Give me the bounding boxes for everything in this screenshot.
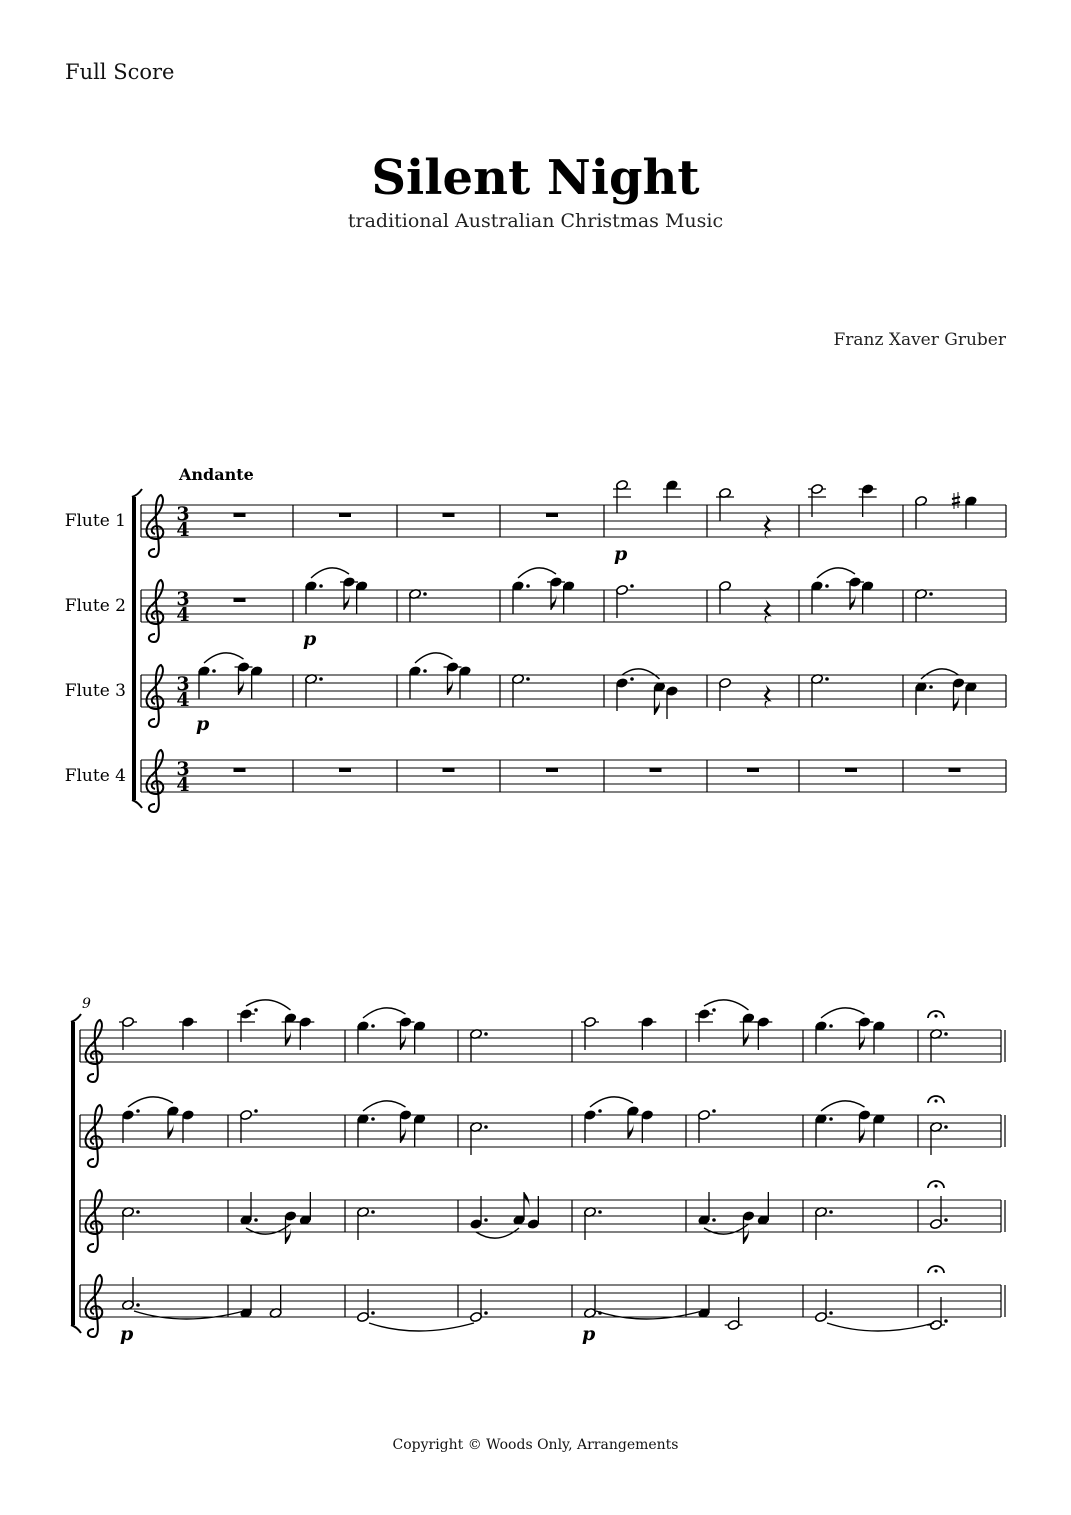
slur xyxy=(821,1101,865,1111)
tempo-marking: Andante xyxy=(179,465,254,484)
notehead xyxy=(584,1206,597,1217)
notehead xyxy=(413,1020,426,1031)
whole-rest xyxy=(546,768,558,772)
instrument-name: Flute 3 xyxy=(64,681,126,701)
tie xyxy=(596,1311,702,1319)
fermata-dot xyxy=(934,1269,937,1272)
notehead xyxy=(849,576,862,587)
augmentation-dot xyxy=(526,584,530,588)
instrument-name: Flute 2 xyxy=(64,596,126,616)
notehead xyxy=(527,1218,540,1229)
slur xyxy=(246,1000,291,1010)
slur xyxy=(704,1224,749,1234)
notehead xyxy=(122,1299,135,1310)
eighth-flag xyxy=(655,699,660,715)
copyright-notice: Copyright © Woods Only, Arrangements xyxy=(392,1437,679,1453)
augmentation-dot xyxy=(371,1210,375,1214)
notehead xyxy=(698,1109,711,1120)
notehead xyxy=(915,588,928,599)
notehead xyxy=(858,1109,871,1120)
notehead xyxy=(562,580,575,591)
notehead xyxy=(167,1105,180,1116)
augmentation-dot xyxy=(484,1125,488,1129)
notehead xyxy=(815,1206,828,1217)
augmentation-dot xyxy=(829,1024,833,1028)
sharp-sign xyxy=(952,502,960,504)
notehead xyxy=(343,576,356,587)
notehead xyxy=(873,1020,886,1031)
treble-clef-path xyxy=(86,1275,103,1337)
augmentation-dot xyxy=(254,1109,258,1113)
augmentation-dot xyxy=(136,1303,140,1307)
augmentation-dot xyxy=(526,677,530,681)
treble-clef-path xyxy=(147,495,164,557)
slur xyxy=(311,568,349,578)
whole-rest xyxy=(234,598,246,602)
augmentation-dot xyxy=(829,1117,833,1121)
eighth-flag xyxy=(524,1192,529,1208)
treble-clef-path xyxy=(147,750,164,812)
eighth-flag xyxy=(744,1030,749,1046)
augmentation-dot xyxy=(371,1024,375,1028)
slur xyxy=(921,669,959,679)
augmentation-dot xyxy=(371,1117,375,1121)
bracket-hook xyxy=(71,1014,81,1022)
treble-clef xyxy=(86,1105,103,1167)
notehead xyxy=(616,677,629,688)
notehead xyxy=(811,483,824,494)
notehead xyxy=(861,483,874,494)
notehead xyxy=(399,1016,412,1027)
notehead xyxy=(284,1210,297,1221)
quarter-rest xyxy=(764,515,772,539)
augmentation-dot xyxy=(944,1125,948,1129)
notehead xyxy=(198,665,211,676)
notehead xyxy=(470,1121,483,1132)
augmentation-dot xyxy=(929,592,933,596)
augmentation-dot xyxy=(136,1210,140,1214)
augmentation-dot xyxy=(212,669,216,673)
augmentation-dot xyxy=(944,1319,948,1323)
treble-clef xyxy=(86,1190,103,1252)
eighth-flag xyxy=(286,1030,291,1046)
eighth-flag xyxy=(860,1127,865,1143)
notehead xyxy=(357,1206,370,1217)
eighth-flag xyxy=(344,594,349,610)
fermata xyxy=(928,1266,944,1273)
treble-clef-path xyxy=(86,1020,103,1082)
slur xyxy=(590,1097,633,1107)
eighth-flag xyxy=(448,679,453,695)
notehead xyxy=(512,580,525,591)
notehead xyxy=(305,580,318,591)
eighth-flag xyxy=(286,1228,291,1244)
whole-rest xyxy=(234,513,246,517)
instrument-name: Flute 4 xyxy=(64,766,126,786)
bracket-hook xyxy=(132,489,142,497)
notehead xyxy=(641,1016,654,1027)
slur xyxy=(363,1008,406,1018)
notehead xyxy=(811,580,824,591)
notehead xyxy=(470,1311,483,1322)
notehead xyxy=(616,479,629,490)
treble-clef xyxy=(86,1020,103,1082)
dynamic-marking: p xyxy=(582,1323,596,1345)
slur xyxy=(476,1228,519,1238)
augmentation-dot xyxy=(630,584,634,588)
notehead xyxy=(513,1214,526,1225)
notehead xyxy=(357,1311,370,1322)
notehead xyxy=(930,1121,943,1132)
notehead xyxy=(742,1210,755,1221)
notehead xyxy=(930,1028,943,1039)
notehead xyxy=(653,681,666,692)
augmentation-dot xyxy=(929,685,933,689)
notehead xyxy=(641,1109,654,1120)
slur xyxy=(817,568,855,578)
notehead xyxy=(811,673,824,684)
notehead xyxy=(965,495,978,506)
fermata-dot xyxy=(934,1014,937,1017)
notehead xyxy=(815,1020,828,1031)
fermata xyxy=(928,1011,944,1018)
slur xyxy=(128,1097,173,1107)
notehead xyxy=(666,685,679,696)
notehead xyxy=(719,487,732,498)
composer-name: Franz Xaver Gruber xyxy=(833,330,1006,350)
notehead xyxy=(240,1109,253,1120)
notehead xyxy=(915,495,928,506)
augmentation-dot xyxy=(825,677,829,681)
notehead xyxy=(409,588,422,599)
treble-clef-path xyxy=(147,580,164,642)
notehead xyxy=(757,1016,770,1027)
whole-rest xyxy=(443,513,455,517)
notehead xyxy=(299,1214,312,1225)
notehead xyxy=(584,1016,597,1027)
time-signature-beats: 3 xyxy=(176,588,190,610)
notehead xyxy=(446,661,459,672)
augmentation-dot xyxy=(829,1210,833,1214)
notehead xyxy=(742,1012,755,1023)
treble-clef xyxy=(147,580,164,642)
eighth-flag xyxy=(628,1123,633,1139)
time-signature-beat-type: 4 xyxy=(176,604,190,626)
quarter-rest xyxy=(764,685,772,709)
augmentation-dot xyxy=(136,1109,140,1113)
notehead xyxy=(122,1206,135,1217)
tie xyxy=(827,1323,934,1331)
notehead xyxy=(627,1105,640,1116)
treble-clef-path xyxy=(86,1190,103,1252)
notehead xyxy=(698,1214,711,1225)
time-signature-beat-type: 4 xyxy=(176,689,190,711)
notehead xyxy=(182,1109,195,1120)
notehead xyxy=(757,1214,770,1225)
slur xyxy=(415,653,453,663)
augmentation-dot xyxy=(423,669,427,673)
augmentation-dot xyxy=(712,1008,716,1012)
notehead xyxy=(719,580,732,591)
notehead xyxy=(858,1016,871,1027)
augmentation-dot xyxy=(319,677,323,681)
slur xyxy=(704,1000,749,1010)
time-signature-beat-type: 4 xyxy=(176,519,190,541)
treble-clef xyxy=(86,1275,103,1337)
eighth-flag xyxy=(551,594,556,610)
piece-subtitle: traditional Australian Christmas Music xyxy=(347,210,724,232)
eighth-flag xyxy=(239,679,244,695)
treble-clef xyxy=(147,495,164,557)
notehead xyxy=(240,1008,253,1019)
notehead xyxy=(698,1307,711,1318)
notehead xyxy=(240,1214,253,1225)
whole-rest xyxy=(339,513,351,517)
eighth-flag xyxy=(954,695,959,711)
dynamic-marking: p xyxy=(196,713,210,735)
treble-clef xyxy=(147,750,164,812)
whole-rest xyxy=(949,768,961,772)
time-signature-beat-type: 4 xyxy=(176,774,190,796)
sharp-sign xyxy=(952,497,960,499)
augmentation-dot xyxy=(484,1218,488,1222)
tie xyxy=(369,1323,474,1331)
notehead xyxy=(284,1012,297,1023)
bracket-hook xyxy=(71,1325,81,1333)
notehead xyxy=(698,1008,711,1019)
slur xyxy=(518,568,556,578)
notehead xyxy=(666,479,679,490)
augmentation-dot xyxy=(598,1210,602,1214)
augmentation-dot xyxy=(630,677,634,681)
notehead xyxy=(182,1016,195,1027)
notehead xyxy=(952,677,965,688)
notehead xyxy=(122,1016,135,1027)
eighth-flag xyxy=(860,1034,865,1050)
notehead xyxy=(237,661,250,672)
instrument-name: Flute 1 xyxy=(64,511,126,531)
eighth-flag xyxy=(850,594,855,610)
whole-rest xyxy=(339,768,351,772)
fermata-dot xyxy=(934,1184,937,1187)
notehead xyxy=(299,1016,312,1027)
slur xyxy=(363,1101,406,1111)
augmentation-dot xyxy=(825,584,829,588)
eighth-flag xyxy=(168,1123,173,1139)
augmentation-dot xyxy=(484,1032,488,1036)
whole-rest xyxy=(443,768,455,772)
quarter-rest xyxy=(764,600,772,624)
augmentation-dot xyxy=(712,1109,716,1113)
time-signature-beats: 3 xyxy=(176,758,190,780)
fermata xyxy=(928,1181,944,1188)
notehead xyxy=(355,580,368,591)
eighth-flag xyxy=(401,1034,406,1050)
notehead xyxy=(305,673,318,684)
augmentation-dot xyxy=(712,1218,716,1222)
augmentation-dot xyxy=(484,1311,488,1315)
notehead xyxy=(930,1218,943,1229)
dynamic-marking: p xyxy=(614,543,628,565)
notehead xyxy=(269,1307,282,1318)
augmentation-dot xyxy=(829,1311,833,1315)
eighth-flag xyxy=(744,1228,749,1244)
augmentation-dot xyxy=(423,592,427,596)
notehead xyxy=(584,1307,597,1318)
notehead xyxy=(915,681,928,692)
time-signature-beats: 3 xyxy=(176,673,190,695)
dynamic-marking: p xyxy=(120,1323,134,1345)
notehead xyxy=(616,584,629,595)
notehead xyxy=(815,1311,828,1322)
treble-clef-path xyxy=(86,1105,103,1167)
full-score-label: Full Score xyxy=(65,60,175,84)
whole-rest xyxy=(747,768,759,772)
notehead xyxy=(470,1218,483,1229)
bracket-hook xyxy=(132,800,142,808)
fermata xyxy=(928,1096,944,1103)
whole-rest xyxy=(845,768,857,772)
augmentation-dot xyxy=(254,1218,258,1222)
notehead xyxy=(413,1113,426,1124)
notehead xyxy=(122,1109,135,1120)
notehead xyxy=(815,1113,828,1124)
eighth-flag xyxy=(401,1127,406,1143)
notehead xyxy=(727,1319,740,1330)
piece-title: Silent Night xyxy=(371,150,700,206)
notehead xyxy=(930,1319,943,1330)
augmentation-dot xyxy=(319,584,323,588)
notehead xyxy=(512,673,525,684)
fermata-dot xyxy=(934,1099,937,1102)
notehead xyxy=(719,677,732,688)
augmentation-dot xyxy=(598,1109,602,1113)
augmentation-dot xyxy=(944,1218,948,1222)
augmentation-dot xyxy=(371,1311,375,1315)
dynamic-marking: p xyxy=(303,628,317,650)
notehead xyxy=(550,576,563,587)
augmentation-dot xyxy=(944,1032,948,1036)
notehead xyxy=(357,1020,370,1031)
notehead xyxy=(250,665,263,676)
notehead xyxy=(399,1109,412,1120)
treble-clef-path xyxy=(147,665,164,727)
slur xyxy=(821,1008,865,1018)
treble-clef xyxy=(147,665,164,727)
notehead xyxy=(240,1307,253,1318)
whole-rest xyxy=(650,768,662,772)
notehead xyxy=(459,665,472,676)
whole-rest xyxy=(234,768,246,772)
slur xyxy=(622,669,660,679)
slur xyxy=(204,653,244,663)
augmentation-dot xyxy=(598,1311,602,1315)
notehead xyxy=(584,1109,597,1120)
notehead xyxy=(965,681,978,692)
notehead xyxy=(409,665,422,676)
notehead xyxy=(873,1113,886,1124)
slur xyxy=(246,1224,291,1234)
notehead xyxy=(861,580,874,591)
notehead xyxy=(357,1113,370,1124)
tie xyxy=(134,1311,244,1319)
measure-number: 9 xyxy=(82,996,91,1012)
whole-rest xyxy=(546,513,558,517)
time-signature-beats: 3 xyxy=(176,503,190,525)
notehead xyxy=(470,1028,483,1039)
augmentation-dot xyxy=(254,1008,258,1012)
